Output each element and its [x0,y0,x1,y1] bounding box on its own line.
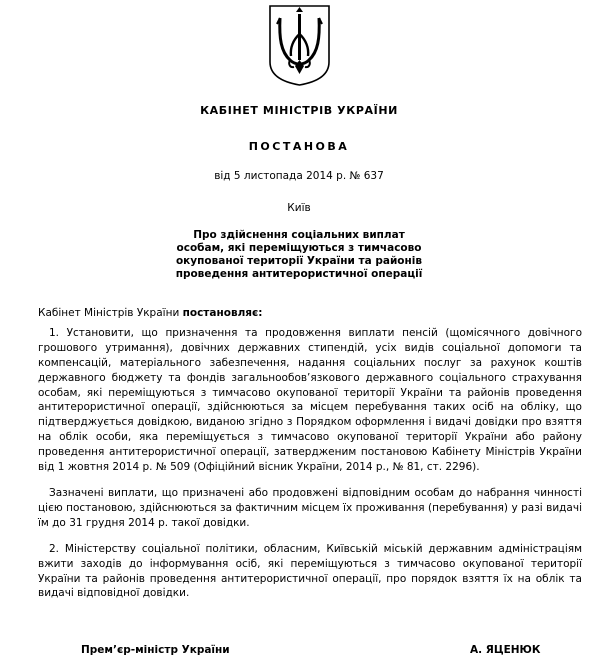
coat-of-arms-emblem-icon [268,4,331,87]
signatory-position: Прем’єр-міністр України [81,644,230,656]
document-title [0,229,598,281]
intro-resolve-word: постановляє: [182,307,263,319]
paragraph-1: 1. Установити, що призначення та продовження виплати пенсій (щомісячного довічного грошового утримання), довічних державних стипендій, усіх видів соціальної допомоги та компенсацій, матеріального забезпечення, надання соціальних послуг за рахунок коштів державного бюджету та фондів загальнообов’язкового державного соціального страхування особам, які переміщуються з тимчасово окупованої території України та районів проведення антитерористичної операції, здійснюються за місцем перебування таких осіб на обліку, що підтверджується довідкою, виданою згідно з Порядком оформлення і видачі довідки про взяття на облік особи, яка переміщується з тимчасово окупованої території України або району проведення антитерористичної операції, затвердженим постановою Кабінету Міністрів України від 1 жовтня 2014 р. № 509 (Офіційний вісник України, 2014 р., № 81, ст. 2296). [38,326,582,474]
issuing-body: КАБІНЕТ МІНІСТРІВ УКРАЇНИ [200,104,398,117]
document-city: Київ [287,202,311,214]
title-line: окупованої території України та районів [175,255,423,267]
title-line: особам, які переміщуються з тимчасово [176,242,422,254]
title-line: проведення антитерористичної операції [175,268,423,280]
intro-prefix: Кабінет Міністрів України [38,307,183,319]
title-line: Про здійснення соціальних виплат [193,229,405,241]
document-body [38,306,582,612]
intro-paragraph [38,306,582,321]
signatory-name: А. ЯЦЕНЮК [470,644,541,656]
document-date-number: від 5 листопада 2014 р. № 637 [214,170,384,182]
paragraph-3: 2. Міністерству соціальної політики, обласним, Київській міській державним адміністраціям вжити заходів до інформування осіб, які переміщуються з тимчасово окупованої території України та районів проведення антитерористичної операції, про порядок взяття їх на облік та видачі відповідної довідки. [38,542,582,600]
paragraph-2: Зазначені виплати, що призначені або продовжені відповідним особам до набрання чинності цією постановою, здійснюються за фактичним місцем їх проживання (перебування) у разі видачі їм до 31 грудня 2014 р. такої довідки. [38,486,582,529]
document-type: ПОСТАНОВА [248,140,350,153]
